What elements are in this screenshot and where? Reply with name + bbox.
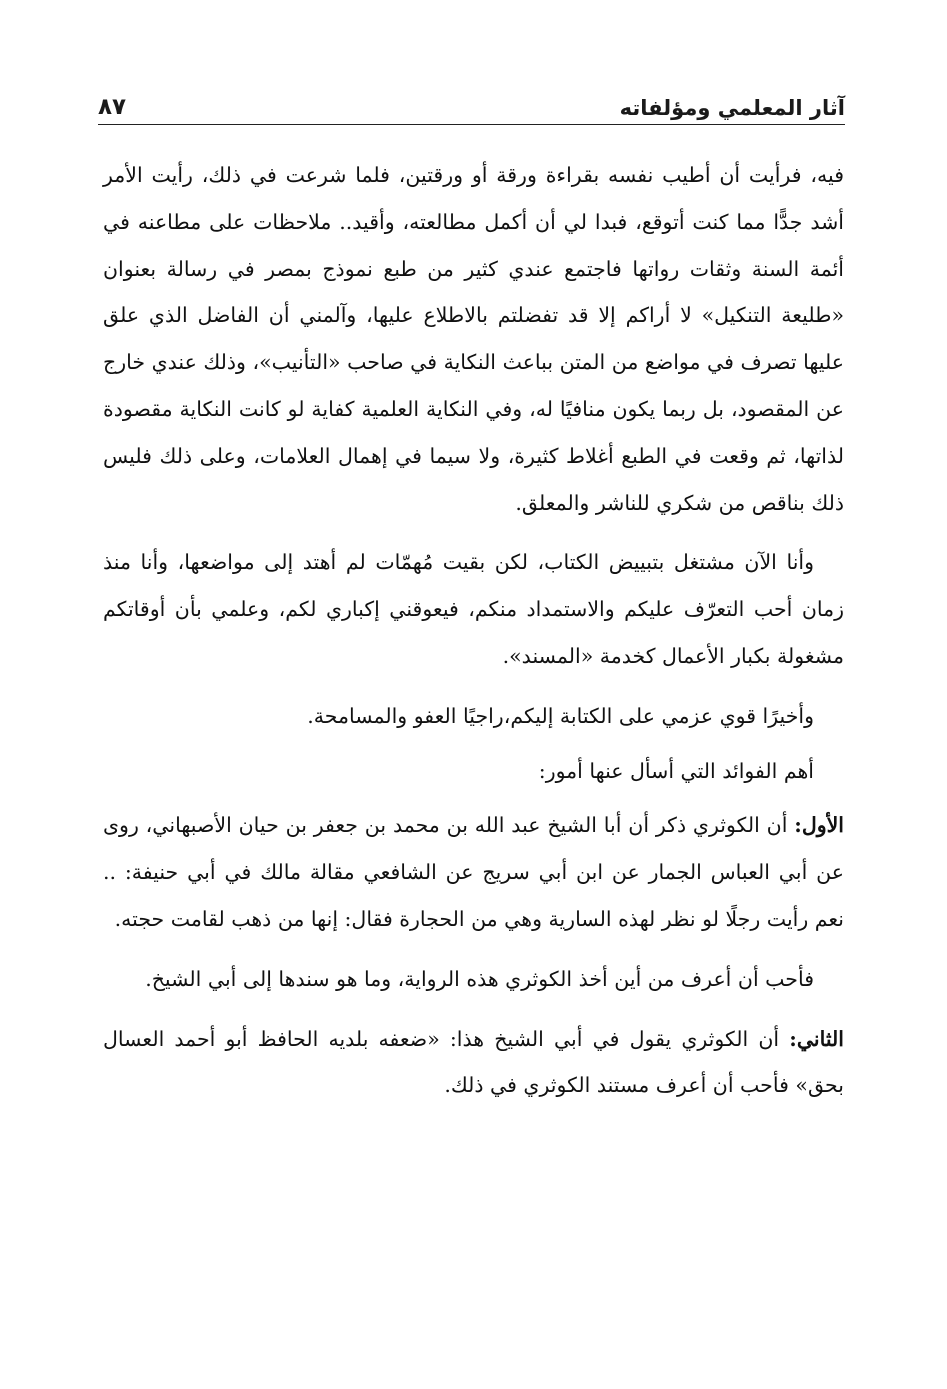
body-text	[103, 152, 844, 1122]
paragraph-1-text: فيه، فرأيت أن أطيب نفسه بقراءة ورقة أو ورقتين، فلما شرعت في ذلك، رأيت الأمر أشد جدًّا مما كنت أتوقع، فبدا لي أن أكمل مطالعته، وأقيد.. ملاحظات على مطاعنه في أئمة السنة وثقات رواتها فاجتمع عندي كثير من طبع نموذج بمصر في رسالة بعنوان «طليعة التنكيل» لا أراكم إلا قد تفضلتم بالاطلاع عليها، وآلمني أن الفاضل الذي علق عليها تصرف في مواضع من المتن بباعث النكاية في صاحب «التأنيب»، وذلك عندي خارج عن المقصود، بل ربما يكون منافيًا له، وفي النكاية العلمية كفاية لو كانت النكاية مقصودة لذاتها، ثم وقعت في الطبع أغلاط كثيرة، ولا سيما في إهمال العلامات، وعلى ذلك فليس ذلك بناقص من شكري للناشر والمعلق.	[103, 163, 844, 515]
paragraph-7-lead: الثاني:	[789, 1026, 844, 1051]
paragraph-5	[103, 802, 844, 942]
paragraph-5-text: أن الكوثري ذكر أن أبا الشيخ عبد الله بن محمد بن جعفر بن حيان الأصبهاني، روى عن أبي العباس الجمار عن ابن أبي سريج عن الشافعي مقالة مالك في أبي حنيفة: .. نعم رأيت رجلًا لو نظر لهذه السارية وهي من الحجارة فقال: إنها من ذهب لقامت حجته.	[103, 813, 844, 931]
running-head	[98, 80, 845, 120]
paragraph-3-text: وأخيرًا قوي عزمي على الكتابة إليكم،راجيًا العفو والمسامحة.	[307, 703, 814, 728]
header-rule	[98, 124, 845, 125]
paragraph-2-text: وأنا الآن مشتغل بتبييض الكتاب، لكن بقيت مُهمّات لم أهتد إلى مواضعها، وأنا منذ زمان أحب التعرّف عليكم والاستمداد منكم، فيعوقني إكباري لكم، وعلمي بأن أوقاتكم مشغولة بكبار الأعمال كخدمة «المسند».	[103, 550, 844, 668]
paragraph-1	[103, 152, 844, 526]
paragraph-6-text: فأحب أن أعرف من أين أخذ الكوثري هذه الرواية، وما هو سندها إلى أبي الشيخ.	[145, 966, 814, 991]
paragraph-4	[103, 748, 844, 795]
page-number: ٨٧	[98, 94, 127, 120]
paragraph-4-text: أهم الفوائد التي أسأل عنها أمور:	[538, 758, 814, 783]
paragraph-5-lead: الأول:	[794, 813, 844, 838]
running-title: آثار المعلمي ومؤلفاته	[619, 96, 845, 120]
paragraph-3	[103, 693, 844, 740]
paragraph-2	[103, 539, 844, 679]
paragraph-7	[103, 1016, 844, 1110]
paragraph-6	[103, 956, 844, 1003]
paragraph-7-text: أن الكوثري يقول في أبي الشيخ هذا: «ضعفه بلديه الحافظ أبو أحمد العسال بحق» فأحب أن أعرف مستند الكوثري في ذلك.	[103, 1026, 844, 1098]
